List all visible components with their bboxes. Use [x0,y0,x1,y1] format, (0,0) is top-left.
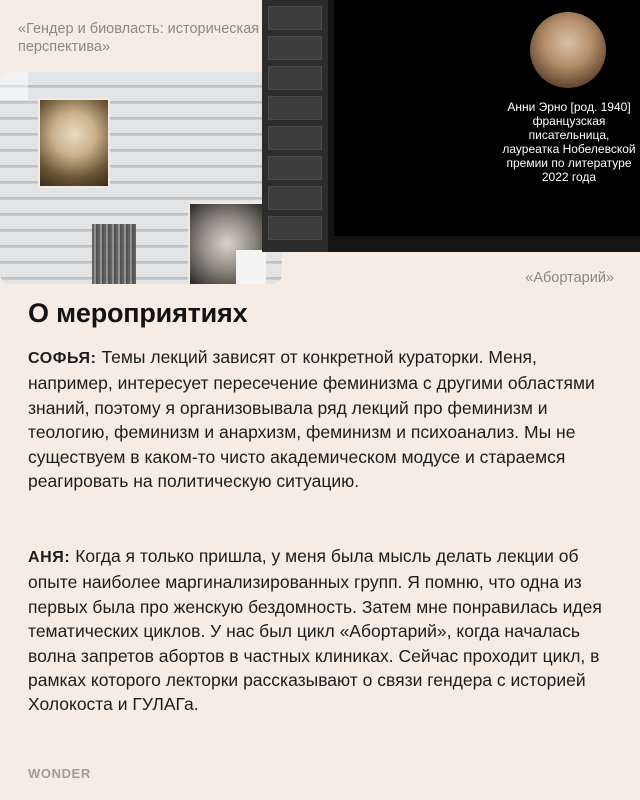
slide-caption: «Абортарий» [525,270,614,286]
brand-logo: WONDER [28,766,91,781]
slide-name-line: Анни Эрно [род. 1940] [507,100,631,114]
paper-scrap [0,72,28,100]
vintage-woman-portrait-photo [38,98,110,188]
collage-caption: «Гендер и биовласть: историческая перспектива» [18,21,260,55]
paragraph-sofya [28,345,620,493]
slide-desc-line: писательница, [528,128,610,142]
paragraph-text: Когда я только пришла, у меня была мысль делать лекции об опыте наиболее маргинализированных групп. Я помню, что одна из первых была про женскую бездомность. Затем мне понравилась идея тематических циклов. У нас был цикл «Абортарий», когда началась волна запретов абортов в частных клиниках. Сейчас проходит цикл, в рамках которого лекторки рассказывают о связи гендера с историей Холокоста и ГУЛАГа. [28,546,602,715]
speaker-label: АНЯ: [28,549,71,566]
slide-desc-line: 2022 года [541,170,597,184]
torn-paper-scrap [92,224,136,284]
paragraph-anya [28,544,620,717]
slide-bio-text [484,100,640,184]
slide-main-view [334,0,640,236]
paper-card [236,250,266,284]
archive-collage-image [0,72,282,284]
lecture-slide-screenshot [262,0,640,252]
slide-thumbnail [268,186,322,210]
paragraph-text: Темы лекций зависят от конкретной кураторки. Меня, например, интересует пересечение феминизма с другими областями знаний, поэтому я организовывала ряд лекций про феминизм и теологию, феминизм и анархизм, феминизм и психоанализ. Мы не существуем в каком-то чисто академическом модусе и стараемся реагировать на политическую ситуацию. [28,347,595,492]
annie-ernaux-portrait [530,12,606,88]
slide-thumbnail [268,216,322,240]
section-heading: О мероприятиях [28,298,248,328]
slide-thumbnail [268,96,322,120]
slide-thumbnail [268,156,322,180]
slide-thumbnail [268,126,322,150]
slide-desc-line: лауреатка Нобелевской [502,142,636,156]
slide-desc-line: премии по литературе [506,156,632,170]
speaker-label: СОФЬЯ: [28,350,97,367]
slide-thumbnail [268,66,322,90]
slide-desc-line: французская [532,114,606,128]
